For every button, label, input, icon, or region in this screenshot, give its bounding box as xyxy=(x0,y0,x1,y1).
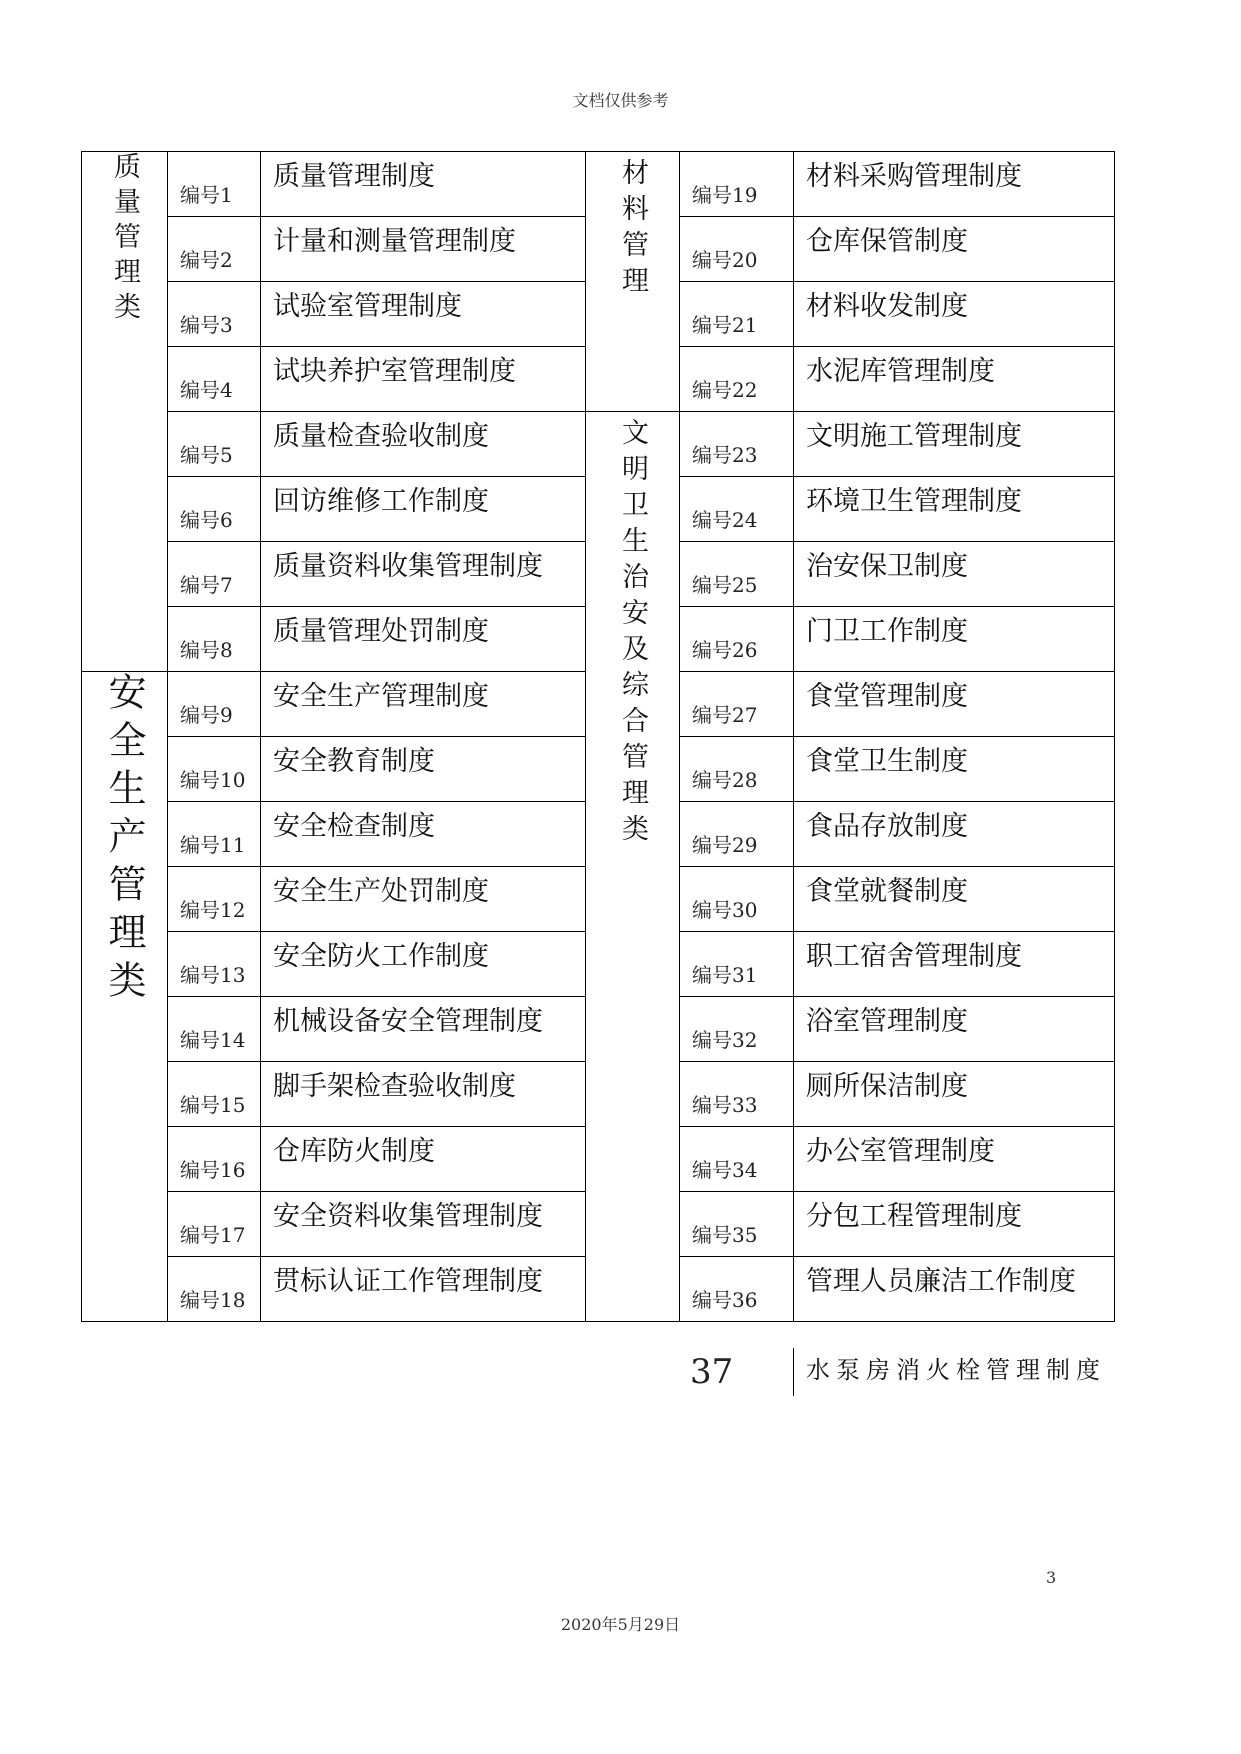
reg-name: 安全教育制度 xyxy=(261,737,586,802)
reg-name: 管理人员廉洁工作制度 xyxy=(794,1257,1115,1322)
reg-number xyxy=(680,997,794,1062)
reg-name: 材料采购管理制度 xyxy=(794,152,1115,217)
reg-number-text: 编号18 xyxy=(180,1288,246,1312)
reg-number xyxy=(168,997,261,1062)
reg-number-text: 编号8 xyxy=(180,638,233,662)
reg-name: 治安保卫制度 xyxy=(794,542,1115,607)
reg-number-text: 编号32 xyxy=(692,1028,758,1052)
reg-name: 分包工程管理制度 xyxy=(794,1192,1115,1257)
reg-number xyxy=(680,802,794,867)
category-label: 文明卫生治安及综合管理类 xyxy=(617,418,648,850)
reg-number-text: 编号24 xyxy=(692,508,758,532)
reg-number-text: 编号19 xyxy=(692,183,758,207)
reg-number xyxy=(680,867,794,932)
reg-number xyxy=(168,802,261,867)
reg-number xyxy=(680,542,794,607)
table-row xyxy=(82,412,1115,477)
reg-number xyxy=(680,217,794,282)
reg-name: 试验室管理制度 xyxy=(261,282,586,347)
category-safety xyxy=(82,672,168,1322)
reg-number-text: 编号26 xyxy=(692,638,758,662)
reg-number xyxy=(680,932,794,997)
reg-name: 机械设备安全管理制度 xyxy=(261,997,586,1062)
reg-name: 职工宿舍管理制度 xyxy=(794,932,1115,997)
reg-number xyxy=(680,347,794,412)
reg-number-text: 编号13 xyxy=(180,963,246,987)
reg-number xyxy=(168,1192,261,1257)
reg-name: 安全资料收集管理制度 xyxy=(261,1192,586,1257)
reg-name: 安全检查制度 xyxy=(261,802,586,867)
page-number: 3 xyxy=(1046,1568,1057,1587)
reg-name: 食堂卫生制度 xyxy=(794,737,1115,802)
reg-name: 脚手架检查验收制度 xyxy=(261,1062,586,1127)
extra-name: 水泵房消火栓管理制度 xyxy=(806,1356,1106,1384)
reg-number xyxy=(168,932,261,997)
reg-number xyxy=(680,1192,794,1257)
reg-number xyxy=(168,1062,261,1127)
reg-number-text: 编号22 xyxy=(692,378,758,402)
reg-number-text: 编号1 xyxy=(180,183,233,207)
reg-number xyxy=(680,672,794,737)
reg-number xyxy=(680,152,794,217)
reg-name: 食堂就餐制度 xyxy=(794,867,1115,932)
reg-number-text: 编号30 xyxy=(692,898,758,922)
reg-number xyxy=(680,737,794,802)
reg-number xyxy=(680,477,794,542)
reg-number-text: 编号2 xyxy=(180,248,233,272)
reg-number xyxy=(680,1127,794,1192)
reg-number xyxy=(680,412,794,477)
category-label: 安全生产管理类 xyxy=(102,672,146,1008)
reg-number xyxy=(168,1127,261,1192)
reg-number-text: 编号25 xyxy=(692,573,758,597)
reg-number-text: 编号5 xyxy=(180,443,233,467)
category-label: 材料管理 xyxy=(617,158,648,302)
reg-number xyxy=(168,477,261,542)
reg-name: 文明施工管理制度 xyxy=(794,412,1115,477)
reg-number-text: 编号31 xyxy=(692,963,758,987)
reg-number-text: 编号21 xyxy=(692,313,758,337)
reg-name: 材料收发制度 xyxy=(794,282,1115,347)
page-header: 文档仅供参考 xyxy=(572,91,669,110)
reg-name: 环境卫生管理制度 xyxy=(794,477,1115,542)
reg-name: 厕所保洁制度 xyxy=(794,1062,1115,1127)
reg-number xyxy=(680,1257,794,1322)
extra-divider xyxy=(793,1348,794,1396)
reg-name: 质量检查验收制度 xyxy=(261,412,586,477)
reg-name: 食品存放制度 xyxy=(794,802,1115,867)
reg-number xyxy=(168,542,261,607)
reg-number xyxy=(168,347,261,412)
reg-number-text: 编号36 xyxy=(692,1288,758,1312)
reg-name: 门卫工作制度 xyxy=(794,607,1115,672)
reg-number xyxy=(168,282,261,347)
reg-name: 回访维修工作制度 xyxy=(261,477,586,542)
reg-name: 质量管理制度 xyxy=(261,152,586,217)
reg-name: 仓库防火制度 xyxy=(261,1127,586,1192)
reg-number-text: 编号6 xyxy=(180,508,233,532)
reg-number xyxy=(168,737,261,802)
reg-name: 食堂管理制度 xyxy=(794,672,1115,737)
reg-name: 质量资料收集管理制度 xyxy=(261,542,586,607)
table-row xyxy=(82,152,1115,217)
category-civil xyxy=(586,412,680,1322)
category-label: 质量管理类 xyxy=(109,152,140,327)
reg-number-text: 编号17 xyxy=(180,1223,246,1247)
reg-number xyxy=(168,607,261,672)
reg-number-text: 编号10 xyxy=(180,768,246,792)
reg-number-text: 编号16 xyxy=(180,1158,246,1182)
reg-name: 计量和测量管理制度 xyxy=(261,217,586,282)
extra-number: 37 xyxy=(690,1352,734,1392)
reg-name: 水泥库管理制度 xyxy=(794,347,1115,412)
reg-number xyxy=(168,672,261,737)
reg-number-text: 编号23 xyxy=(692,443,758,467)
reg-number-text: 编号35 xyxy=(692,1223,758,1247)
reg-number-text: 编号34 xyxy=(692,1158,758,1182)
reg-name: 浴室管理制度 xyxy=(794,997,1115,1062)
reg-number xyxy=(168,1257,261,1322)
reg-name: 仓库保管制度 xyxy=(794,217,1115,282)
category-quality xyxy=(82,152,168,672)
reg-number-text: 编号9 xyxy=(180,703,233,727)
reg-number-text: 编号27 xyxy=(692,703,758,727)
reg-number-text: 编号12 xyxy=(180,898,246,922)
reg-number-text: 编号11 xyxy=(180,833,246,857)
category-material xyxy=(586,152,680,412)
reg-name: 办公室管理制度 xyxy=(794,1127,1115,1192)
reg-number xyxy=(680,1062,794,1127)
reg-number-text: 编号7 xyxy=(180,573,233,597)
reg-number-text: 编号33 xyxy=(692,1093,758,1117)
footer-date: 2020年5月29日 xyxy=(560,1615,681,1634)
regulation-table xyxy=(81,151,1115,1322)
reg-number xyxy=(168,867,261,932)
reg-number-text: 编号29 xyxy=(692,833,758,857)
reg-number xyxy=(168,412,261,477)
reg-number-text: 编号20 xyxy=(692,248,758,272)
reg-name: 安全生产管理制度 xyxy=(261,672,586,737)
reg-name: 安全生产处罚制度 xyxy=(261,867,586,932)
reg-number-text: 编号14 xyxy=(180,1028,246,1052)
reg-number xyxy=(168,217,261,282)
reg-name: 贯标认证工作管理制度 xyxy=(261,1257,586,1322)
reg-name: 质量管理处罚制度 xyxy=(261,607,586,672)
reg-number xyxy=(680,282,794,347)
reg-number-text: 编号15 xyxy=(180,1093,246,1117)
reg-number-text: 编号3 xyxy=(180,313,233,337)
reg-number-text: 编号28 xyxy=(692,768,758,792)
reg-number xyxy=(680,607,794,672)
reg-name: 安全防火工作制度 xyxy=(261,932,586,997)
reg-name: 试块养护室管理制度 xyxy=(261,347,586,412)
reg-number xyxy=(168,152,261,217)
reg-number-text: 编号4 xyxy=(180,378,233,402)
